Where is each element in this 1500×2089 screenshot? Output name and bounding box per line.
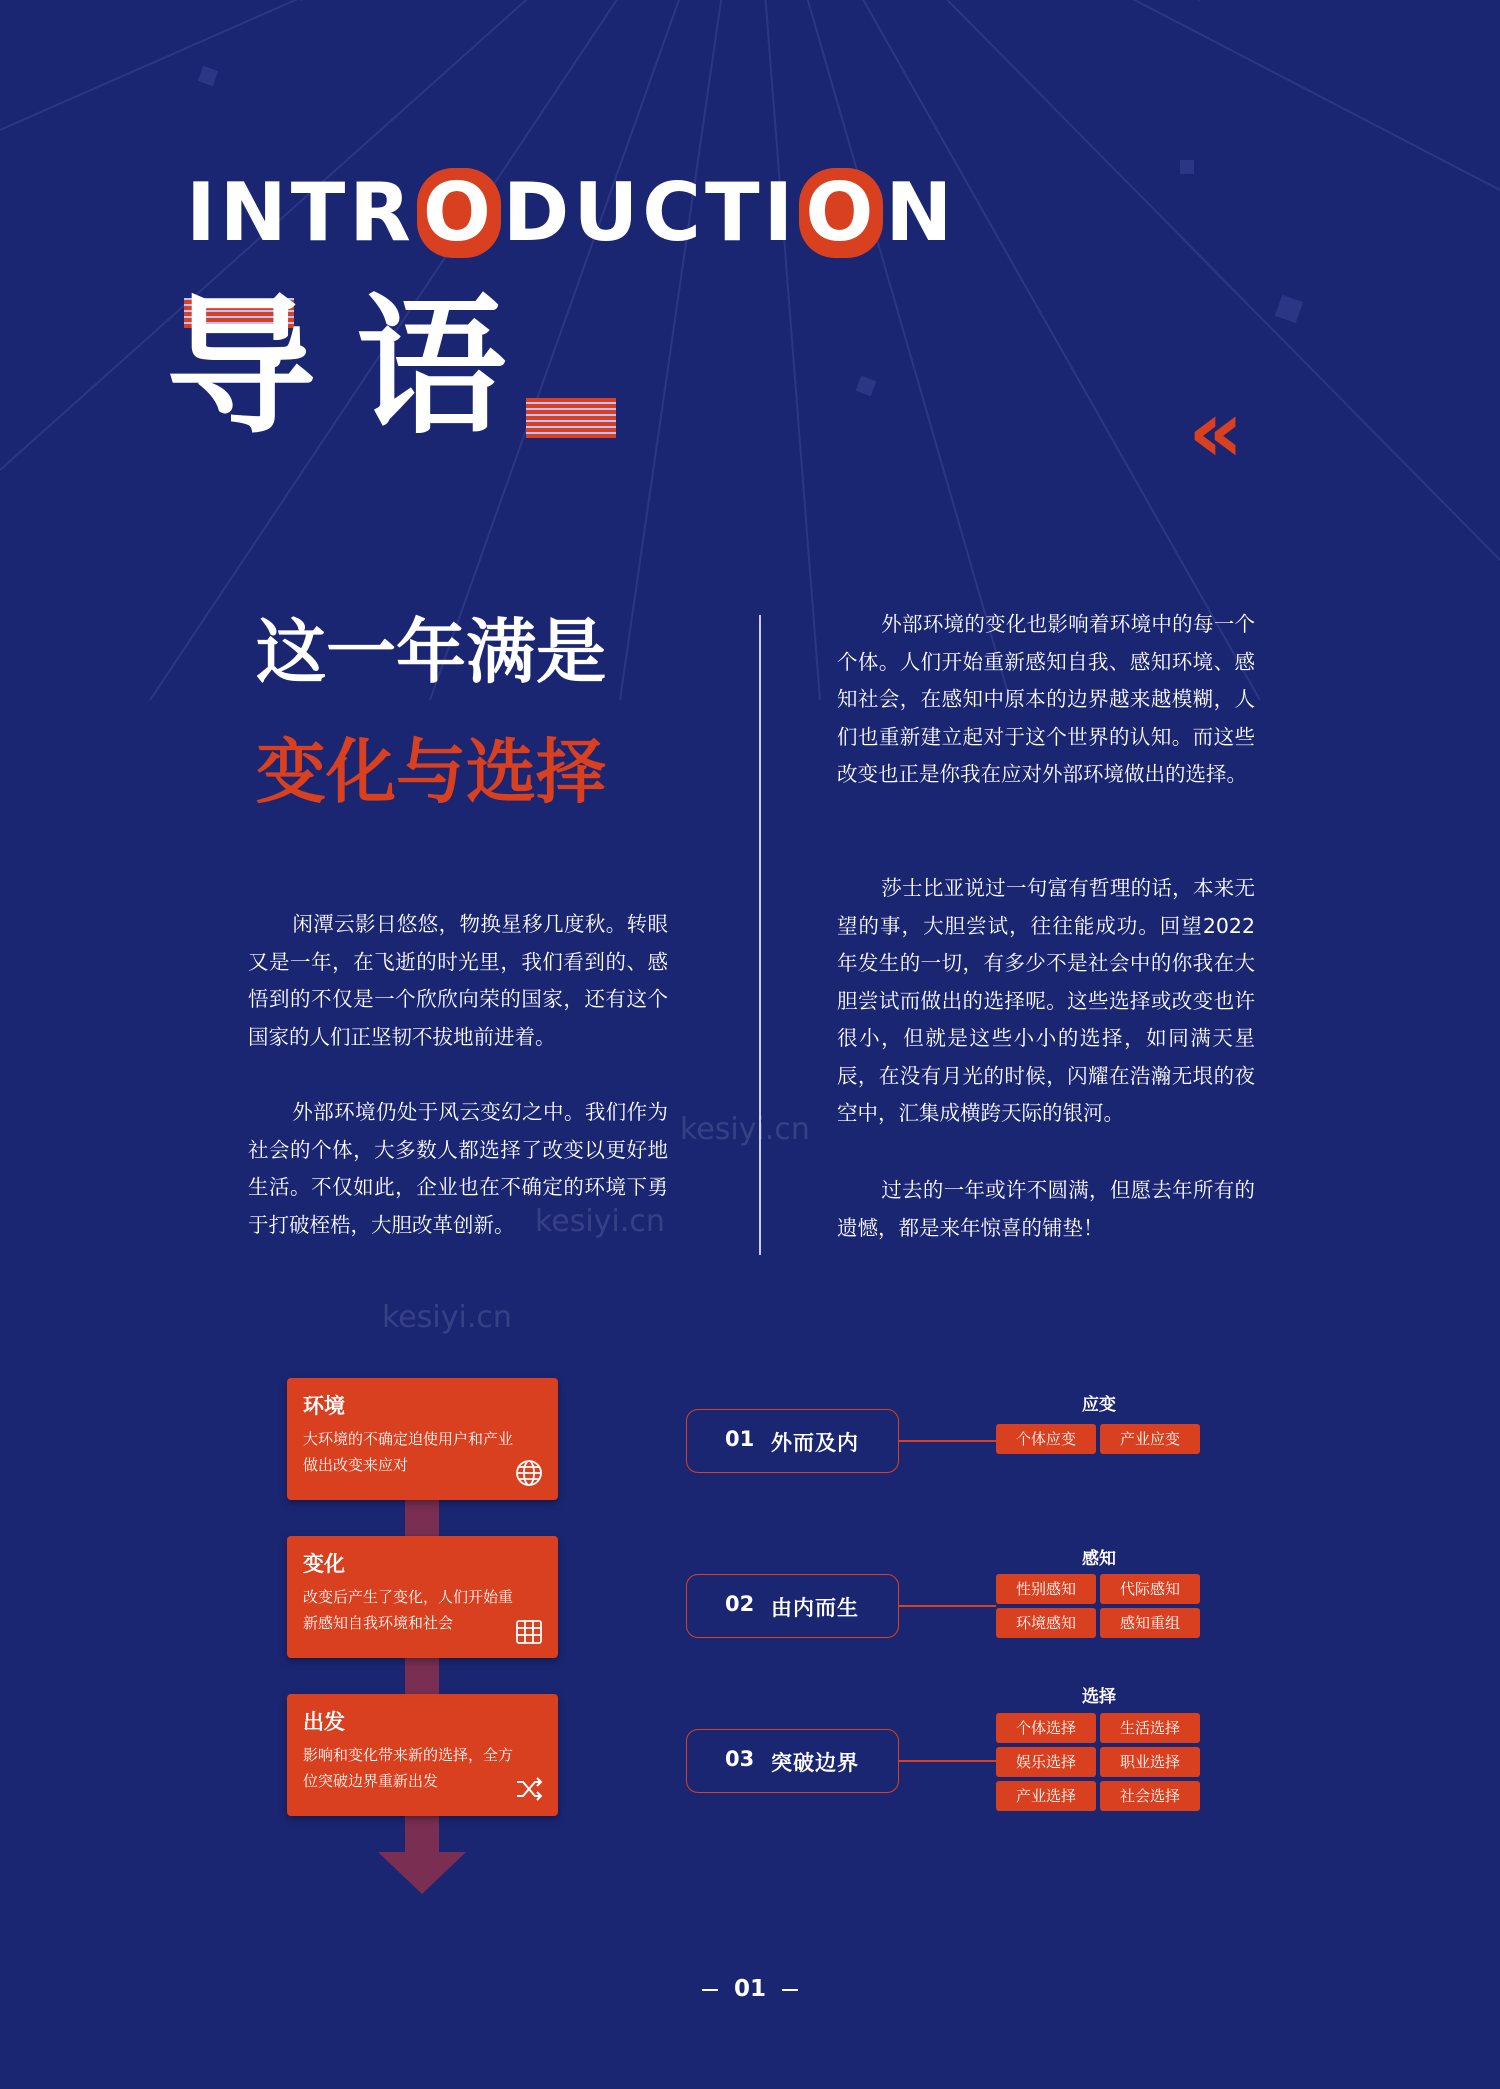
flow-arrow-down-icon <box>378 1852 466 1894</box>
tag: 生活选择 <box>1100 1713 1200 1743</box>
paragraph-left-2: 外部环境仍处于风云变幻之中。我们作为社会的个体，大多数人都选择了改变以更好地生活。不仅如此，企业也在不确定的环境下勇于打破桎梏，大胆改革创新。 <box>248 1100 668 1237</box>
page-title <box>166 281 547 455</box>
intro-part-5: N <box>885 166 957 259</box>
tag: 个体选择 <box>996 1713 1096 1743</box>
intro-part-4-pill: O <box>799 168 883 258</box>
item-label: 突破边界 <box>771 1751 859 1775</box>
watermark: kesiyi.cn <box>535 1204 665 1239</box>
tag: 娱乐选择 <box>996 1747 1096 1777</box>
group-title: 应变 <box>1082 1395 1116 1415</box>
page-number-dash <box>782 1989 798 1991</box>
page-number <box>0 1976 1500 2002</box>
flow-card-departure <box>287 1694 558 1816</box>
shuffle-icon <box>514 1774 544 1804</box>
flow-card-desc: 改变后产生了变化，人们开始重新感知自我环境和社会 <box>303 1588 514 1632</box>
paragraph-right-3: 过去的一年或许不圆满，但愿去年所有的遗憾，都是来年惊喜的铺垫！ <box>837 1178 1255 1240</box>
intro-part-3: DUCTI <box>502 166 798 259</box>
introduction-heading <box>186 168 956 258</box>
flow-card-title: 变化 <box>303 1552 345 1576</box>
tag: 代际感知 <box>1100 1574 1200 1604</box>
intro-part-1: INTR <box>186 166 415 259</box>
page-number-dash <box>702 1989 718 1991</box>
column-divider <box>759 615 761 1255</box>
globe-icon <box>514 1458 544 1488</box>
flow-card-desc: 影响和变化带来新的选择，全方位突破边界重新出发 <box>303 1746 514 1790</box>
flow-card-desc: 大环境的不确定迫使用户和产业做出改变来应对 <box>303 1430 514 1474</box>
page-title-text: 导语 <box>166 281 547 455</box>
flow-card-title: 出发 <box>303 1710 345 1734</box>
item-number: 03 <box>725 1747 755 1771</box>
item-label: 外而及内 <box>771 1431 859 1455</box>
item-inside-out <box>686 1574 899 1638</box>
group-title: 选择 <box>1082 1687 1116 1707</box>
headline-line2: 变化与选择 <box>256 731 606 813</box>
tag: 感知重组 <box>1100 1608 1200 1638</box>
item-outside-in <box>686 1409 899 1473</box>
paragraph-right-1: 外部环境的变化也影响着环境中的每一个个体。人们开始重新感知自我、感知环境、感知社会，在感知中原本的边界越来越模糊，人们也重新建立起对于这个世界的认知。而这些改变也正是你我在应对外部环境做出的选择。 <box>837 612 1255 786</box>
paragraph-left-1: 闲潭云影日悠悠，物换星移几度秋。转眼又是一年，在飞逝的时光里，我们看到的、感悟到的不仅是一个欣欣向荣的国家，还有这个国家的人们正坚韧不拔地前进着。 <box>248 912 668 1049</box>
tag: 社会选择 <box>1100 1781 1200 1811</box>
item-connector <box>898 1605 996 1607</box>
item-break-boundary <box>686 1729 899 1793</box>
watermark: kesiyi.cn <box>382 1300 512 1335</box>
intro-part-2-pill: O <box>417 168 501 258</box>
calendar-grid-icon <box>514 1616 544 1646</box>
item-number: 02 <box>725 1592 755 1616</box>
tag: 产业应变 <box>1100 1424 1200 1454</box>
flow-card-environment <box>287 1378 558 1500</box>
flow-card-change <box>287 1536 558 1658</box>
tag: 职业选择 <box>1100 1747 1200 1777</box>
tag: 产业选择 <box>996 1781 1096 1811</box>
quote-mark-icon: « <box>1188 382 1244 482</box>
watermark: kesiyi.cn <box>680 1112 810 1147</box>
tag: 性别感知 <box>996 1574 1096 1604</box>
tag: 环境感知 <box>996 1608 1096 1638</box>
paragraph-right-2: 莎士比亚说过一句富有哲理的话，本来无望的事，大胆尝试，往往能成功。回望2022年发生的一切，有多少不是社会中的你我在大胆尝试而做出的选择呢。这些选择或改变也许很小，但就是这些小小的选择，如同满天星辰，在没有月光的时候，闪耀在浩瀚无垠的夜空中，汇集成横跨天际的银河。 <box>837 876 1255 1125</box>
tag: 个体应变 <box>996 1424 1096 1454</box>
page-number-text: 01 <box>733 1976 766 2002</box>
item-connector <box>898 1760 996 1762</box>
group-title: 感知 <box>1082 1549 1116 1569</box>
item-number: 01 <box>725 1427 755 1451</box>
headline-line1: 这一年满是 <box>256 611 606 693</box>
flow-card-title: 环境 <box>303 1394 345 1418</box>
item-connector <box>898 1440 996 1442</box>
item-label: 由内而生 <box>771 1596 859 1620</box>
